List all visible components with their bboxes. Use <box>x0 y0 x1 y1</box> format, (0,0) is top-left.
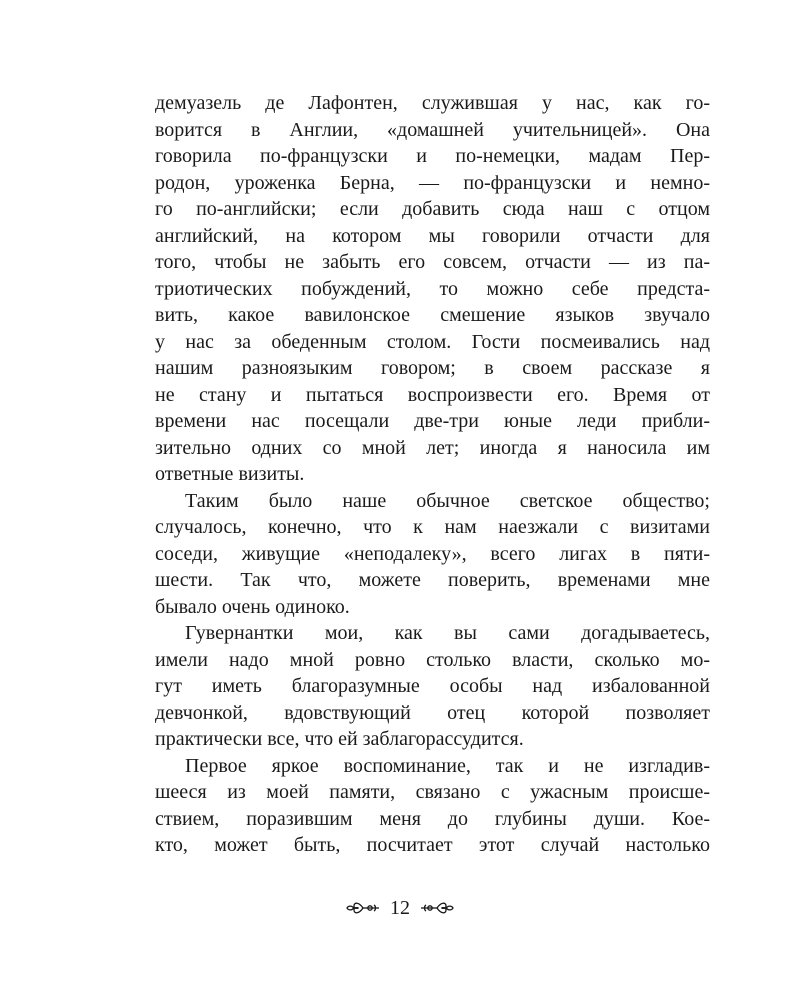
text-line: бывало очень одиноко. <box>155 595 350 618</box>
text-line: нашим разноязыким говором; в своем рассказе я <box>155 357 710 379</box>
text-line: кто, может быть, посчитает этот случай настолько <box>155 834 710 856</box>
text-line: практически все, что ей заблагорассудится. <box>155 728 524 750</box>
text-line: времени нас посещали две-три юные леди прибли- <box>155 410 710 432</box>
page-footer <box>0 893 800 923</box>
text-line: случалось, конечно, что к нам наезжали с визитами <box>155 516 710 538</box>
text-line: гут иметь благоразумные особы над избалованной <box>155 675 710 697</box>
text-line: вить, какое вавилонское смешение языков звучало <box>155 304 710 326</box>
text-line: говорила по-французски и по-немецки, мадам Пер- <box>155 145 710 167</box>
text-line: го по-английски; если добавить сюда наш с отцом <box>155 198 710 220</box>
text-line: ворится в Англии, «домашней учительницей». Она <box>155 118 710 141</box>
text-line: того, чтобы не забыть его совсем, отчасти — из па- <box>155 251 710 273</box>
fleuron-right-icon <box>420 900 454 916</box>
text-line: английский, на котором мы говорили отчасти для <box>155 224 710 247</box>
text-line: демуазель де Лафонтен, служившая у нас, как го- <box>155 92 710 114</box>
text-line: шееся из моей памяти, связано с ужасным происше- <box>155 781 710 803</box>
text-line: соседи, живущие «неподалеку», всего лигах в пяти- <box>155 542 710 565</box>
body-text <box>155 90 710 859</box>
page-number: 12 <box>390 897 410 919</box>
text-line: девчонкой, вдовствующий отец которой позволяет <box>155 701 710 724</box>
text-line: шести. Так что, можете поверить, временами мне <box>155 569 710 591</box>
text-line: зительно одних со мной лет; иногда я наносила им <box>155 436 710 459</box>
text-line: имели надо мной ровно столько власти, сколько мо- <box>155 648 710 671</box>
text-line: триотических побуждений, то можно себе предста- <box>155 277 710 300</box>
text-line: у нас за обеденным столом. Гости посмеивались над <box>155 330 710 353</box>
text-line: ответные визиты. <box>155 463 305 485</box>
text-line: родон, уроженка Берна, — по-французски и немно- <box>155 171 710 194</box>
fleuron-left-icon <box>346 900 380 916</box>
text-line: не стану и пытаться воспроизвести его. Время от <box>155 383 710 406</box>
text-line: Таким было наше обычное светское общество; <box>185 489 710 512</box>
text-line: Первое яркое воспоминание, так и не изгладив- <box>185 754 710 777</box>
text-line: Гувернантки мои, как вы сами догадываетесь, <box>185 622 710 644</box>
text-line: ствием, поразившим меня до глубины души. Кое- <box>155 807 710 830</box>
